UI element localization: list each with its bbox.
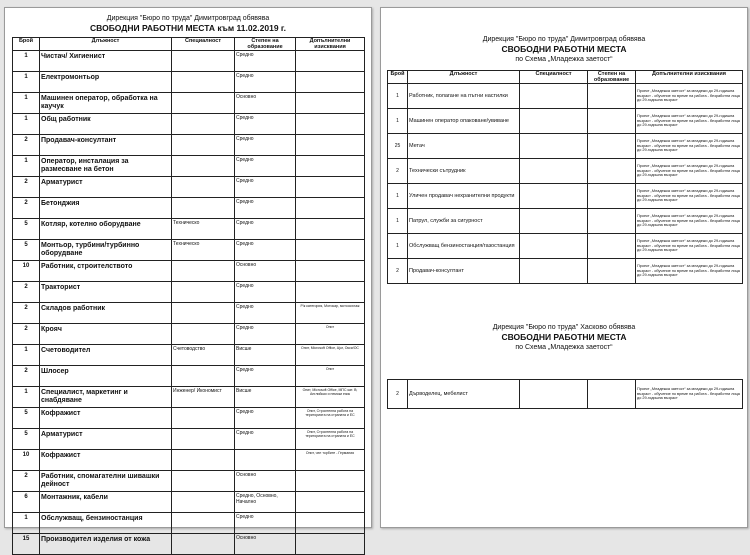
cell-pos: Монтажник, кабели xyxy=(40,492,172,513)
page2-table-2-body xyxy=(388,380,743,409)
cell-pos: Общ работник xyxy=(40,114,172,135)
cell-extra: Проект „Младежка заетост“ за младежи до 29-годишна възраст - обучение по време на работа - безработни лица до 29-годишна възраст xyxy=(636,159,743,184)
cell-extra: Опит xyxy=(296,324,365,345)
table-row xyxy=(13,303,365,324)
cell-pos: Монтьор, турбини/турбинно оборудване xyxy=(40,240,172,261)
cell-edu: Висше xyxy=(235,387,296,408)
cell-pos: Кофражист xyxy=(40,450,172,471)
cell-pos: Работник, спомагателни шивашки дейност xyxy=(40,471,172,492)
col-header: Степен на образование xyxy=(235,38,296,51)
table-row xyxy=(13,51,365,72)
cell-extra: Проект „Младежка заетост“ за младежи до 29-годишна възраст - обучение по време на работа - безработни лица до 29-годишна възраст xyxy=(636,234,743,259)
cell-n: 10 xyxy=(13,450,40,471)
cell-pos: Продавач-консултант xyxy=(408,259,520,284)
cell-pos: Крояч xyxy=(40,324,172,345)
table-row xyxy=(13,492,365,513)
page2-table-2 xyxy=(387,379,743,409)
cell-pos: Производител изделия от кожа xyxy=(40,534,172,555)
cell-spec: Инженер/ Икономист xyxy=(172,387,235,408)
cell-spec xyxy=(172,366,235,387)
cell-extra xyxy=(296,93,365,114)
cell-extra xyxy=(296,156,365,177)
cell-n: 1 xyxy=(13,51,40,72)
cell-edu: Основно xyxy=(235,534,296,555)
table-row xyxy=(388,159,743,184)
table-row xyxy=(13,219,365,240)
cell-pos: Уличен продавач нехранителни продукти xyxy=(408,184,520,209)
cell-spec xyxy=(172,513,235,534)
col-header: Специалност xyxy=(172,38,235,51)
col-header: Брой xyxy=(388,71,408,84)
cell-edu: Средно xyxy=(235,324,296,345)
table-row xyxy=(13,198,365,219)
page2-scheme: по Схема „Младежка заетост“ xyxy=(515,56,613,63)
cell-n: 2 xyxy=(13,471,40,492)
cell-extra: Проект „Младежка заетост“ за младежи до 29-годишна възраст - обучение по време на работа - безработни лица до 29-годишна възраст xyxy=(636,259,743,284)
cell-n: 2 xyxy=(13,303,40,324)
cell-pos: Складов работник xyxy=(40,303,172,324)
cell-edu xyxy=(588,184,636,209)
cell-edu xyxy=(588,209,636,234)
cell-spec xyxy=(172,114,235,135)
cell-extra: Проект „Младежка заетост“ за младежи до 29-годишна възраст - обучение по време на работа - безработни лица до 29-годишна възраст xyxy=(636,109,743,134)
cell-edu: Средно xyxy=(235,408,296,429)
table-row xyxy=(13,177,365,198)
cell-edu: Средно xyxy=(235,72,296,93)
table-row xyxy=(13,114,365,135)
cell-edu: Средно xyxy=(235,282,296,303)
cell-extra: Опит xyxy=(296,366,365,387)
cell-extra: Опит, Строителна работа на територията на страната и ЕС xyxy=(296,408,365,429)
cell-n: 1 xyxy=(388,209,408,234)
cell-edu: Средно xyxy=(235,135,296,156)
cell-extra xyxy=(296,534,365,555)
table-row xyxy=(13,282,365,303)
cell-edu: Средно xyxy=(235,198,296,219)
table-row xyxy=(13,429,365,450)
cell-n: 15 xyxy=(13,534,40,555)
table-row xyxy=(388,184,743,209)
cell-edu xyxy=(588,259,636,284)
cell-n: 1 xyxy=(388,184,408,209)
cell-spec xyxy=(172,135,235,156)
cell-spec xyxy=(172,429,235,450)
page2-table-body xyxy=(388,84,743,284)
cell-spec xyxy=(172,324,235,345)
table-row xyxy=(13,135,365,156)
cell-extra xyxy=(296,72,365,93)
col-header: Допълнителни изисквания xyxy=(636,71,743,84)
cell-edu: Средно xyxy=(235,513,296,534)
cell-pos: Машинен оператор опаковане/увиване xyxy=(408,109,520,134)
cell-pos: Бетонджия xyxy=(40,198,172,219)
cell-spec xyxy=(172,156,235,177)
page1-org: Дирекция "Бюро по труда" Димитровград обявява xyxy=(106,15,270,22)
cell-n: 6 xyxy=(13,492,40,513)
cell-n: 1 xyxy=(388,109,408,134)
table-row xyxy=(388,109,743,134)
cell-n: 1 xyxy=(388,84,408,109)
page1-table-body xyxy=(13,51,365,555)
cell-extra xyxy=(296,219,365,240)
cell-n: 1 xyxy=(13,72,40,93)
cell-pos: Тракторист xyxy=(40,282,172,303)
cell-extra: Опит, чел торбите - Германия xyxy=(296,450,365,471)
cell-edu xyxy=(588,234,636,259)
cell-n: 25 xyxy=(388,134,408,159)
cell-spec xyxy=(520,84,588,109)
page1-table xyxy=(12,37,365,555)
cell-spec xyxy=(172,93,235,114)
col-header: Длъжност xyxy=(408,71,520,84)
cell-n: 1 xyxy=(13,345,40,366)
cell-pos: Чистач/ Хигиенист xyxy=(40,51,172,72)
cell-spec xyxy=(520,234,588,259)
cell-extra xyxy=(296,261,365,282)
cell-n: 2 xyxy=(13,282,40,303)
table-row xyxy=(13,471,365,492)
cell-extra: Р/к категория, Мотокар, мотоосхлаж xyxy=(296,303,365,324)
cell-edu: Средно xyxy=(235,219,296,240)
cell-pos: Арматурист xyxy=(40,429,172,450)
cell-edu: Средно xyxy=(235,177,296,198)
cell-pos: Кофражист xyxy=(40,408,172,429)
cell-spec xyxy=(520,209,588,234)
cell-n: 1 xyxy=(13,156,40,177)
table-row xyxy=(388,84,743,109)
cell-edu xyxy=(588,159,636,184)
page-2 xyxy=(380,7,748,528)
cell-extra: Опит, Microsoft Office, Ajur, Окси/ОС xyxy=(296,345,365,366)
cell-extra xyxy=(296,198,365,219)
cell-n: 2 xyxy=(13,177,40,198)
cell-spec xyxy=(520,184,588,209)
cell-edu: Средно xyxy=(235,114,296,135)
table-row xyxy=(13,534,365,555)
cell-spec: Счетоводство xyxy=(172,345,235,366)
table-row xyxy=(13,156,365,177)
cell-pos: Продавач-консултант xyxy=(40,135,172,156)
cell-n: 2 xyxy=(13,198,40,219)
cell-spec xyxy=(172,471,235,492)
cell-extra xyxy=(296,282,365,303)
cell-extra: Проект „Младежка заетост“ за младежи до 29-годишна възраст - обучение по време на работа - безработни лица до 29-годишна възраст xyxy=(636,84,743,109)
table-row xyxy=(13,324,365,345)
cell-pos: Оператор, инсталация за размесване на бетон xyxy=(40,156,172,177)
cell-spec xyxy=(172,450,235,471)
col-header: Длъжност xyxy=(40,38,172,51)
cell-pos: Котляр, котелно оборудване xyxy=(40,219,172,240)
cell-n: 5 xyxy=(13,408,40,429)
cell-extra xyxy=(296,471,365,492)
cell-extra xyxy=(296,177,365,198)
cell-spec xyxy=(172,51,235,72)
table-row xyxy=(13,240,365,261)
cell-spec xyxy=(520,380,588,409)
page2-table-header xyxy=(388,71,743,84)
cell-n: 5 xyxy=(13,429,40,450)
cell-pos: Патрул, служби за сигурност xyxy=(408,209,520,234)
table-row xyxy=(388,380,743,409)
cell-pos: Технически сътрудник xyxy=(408,159,520,184)
cell-edu: Средно, Основно, Начално xyxy=(235,492,296,513)
cell-spec xyxy=(520,159,588,184)
cell-pos: Електромонтьор xyxy=(40,72,172,93)
cell-n: 1 xyxy=(13,387,40,408)
cell-pos: Счетоводител xyxy=(40,345,172,366)
page2-title-2: СВОБОДНИ РАБОТНИ МЕСТА xyxy=(501,332,627,342)
cell-edu xyxy=(588,134,636,159)
cell-spec xyxy=(172,72,235,93)
cell-n: 2 xyxy=(13,135,40,156)
cell-pos: Метач xyxy=(408,134,520,159)
table-row xyxy=(13,93,365,114)
cell-spec xyxy=(172,282,235,303)
table-row xyxy=(388,134,743,159)
cell-spec xyxy=(520,259,588,284)
cell-edu: Основно xyxy=(235,261,296,282)
cell-edu xyxy=(588,109,636,134)
cell-pos: Шлосер xyxy=(40,366,172,387)
cell-edu: Средно xyxy=(235,51,296,72)
table-row xyxy=(13,387,365,408)
cell-spec: Техническо xyxy=(172,219,235,240)
table-row xyxy=(13,345,365,366)
cell-extra xyxy=(296,513,365,534)
cell-pos: Арматурист xyxy=(40,177,172,198)
cell-n: 1 xyxy=(388,234,408,259)
cell-extra: Проект „Младежка заетост“ за младежи до 29-годишна възраст - обучение по време на работа - безработни лица до 29-годишна възраст xyxy=(636,209,743,234)
cell-n: 2 xyxy=(13,324,40,345)
page1-table-header xyxy=(13,38,365,51)
cell-pos: Обслужващ, бензиностанция xyxy=(40,513,172,534)
cell-edu: Висше xyxy=(235,345,296,366)
cell-n: 1 xyxy=(13,93,40,114)
cell-n: 10 xyxy=(13,261,40,282)
cell-edu xyxy=(235,450,296,471)
cell-spec xyxy=(520,109,588,134)
table-row xyxy=(388,234,743,259)
cell-n: 2 xyxy=(388,380,408,409)
cell-edu: Средно xyxy=(235,303,296,324)
cell-extra xyxy=(296,135,365,156)
cell-edu: Основно xyxy=(235,471,296,492)
table-row xyxy=(13,513,365,534)
cell-spec xyxy=(172,492,235,513)
page1-title: СВОБОДНИ РАБОТНИ МЕСТА към 11.02.2019 г. xyxy=(90,23,286,33)
page2-org: Дирекция "Бюро по труда" Димитровград обявява xyxy=(482,36,646,43)
page2-title: СВОБОДНИ РАБОТНИ МЕСТА xyxy=(501,44,627,54)
cell-n: 5 xyxy=(13,219,40,240)
cell-n: 1 xyxy=(13,114,40,135)
cell-spec xyxy=(172,261,235,282)
cell-n: 2 xyxy=(388,259,408,284)
col-header: Брой xyxy=(13,38,40,51)
cell-spec xyxy=(172,408,235,429)
cell-spec xyxy=(172,177,235,198)
cell-n: 5 xyxy=(13,240,40,261)
page2-scheme-2: по Схема „Младежка заетост“ xyxy=(515,344,613,351)
cell-extra: Проект „Младежка заетост“ за младежи до 29-годишна възраст - обучение по време на работа - безработни лица до 29-годишна възраст xyxy=(636,134,743,159)
cell-extra: Опит, Microsoft Office, МПС кат. В; Английски и немски език xyxy=(296,387,365,408)
cell-n: 2 xyxy=(13,366,40,387)
cell-pos: Обслужващ бензиностанция/газостанция xyxy=(408,234,520,259)
cell-edu: Средно xyxy=(235,429,296,450)
cell-n: 2 xyxy=(388,159,408,184)
cell-edu: Средно xyxy=(235,366,296,387)
cell-extra: Проект „Младежка заетост“ за младежи до 29-годишна възраст - обучение по време на работа - безработни лица до 29-годишна възраст xyxy=(636,380,743,409)
cell-spec xyxy=(172,534,235,555)
table-row xyxy=(13,261,365,282)
cell-edu: Средно xyxy=(235,240,296,261)
col-header: Допълнителни изисквания xyxy=(296,38,365,51)
cell-pos: Работник, полагане на пътни настилки xyxy=(408,84,520,109)
cell-spec xyxy=(520,134,588,159)
cell-n: 1 xyxy=(13,513,40,534)
table-row xyxy=(13,450,365,471)
cell-pos: Специалист, маркетинг и снабдяване xyxy=(40,387,172,408)
cell-extra xyxy=(296,114,365,135)
table-row xyxy=(13,72,365,93)
cell-pos: Работник, строителството xyxy=(40,261,172,282)
table-row xyxy=(388,259,743,284)
cell-extra xyxy=(296,492,365,513)
table-row xyxy=(13,408,365,429)
cell-pos: Дърводелец, мебелист xyxy=(408,380,520,409)
cell-extra: Опит, Строителна работа на територията на страната и ЕС xyxy=(296,429,365,450)
table-row xyxy=(13,366,365,387)
table-row xyxy=(388,209,743,234)
cell-spec: Техническо xyxy=(172,240,235,261)
cell-edu: Средно xyxy=(235,156,296,177)
cell-extra xyxy=(296,51,365,72)
cell-extra xyxy=(296,240,365,261)
cell-edu: Основно xyxy=(235,93,296,114)
cell-spec xyxy=(172,198,235,219)
cell-edu xyxy=(588,84,636,109)
cell-pos: Машинен оператор, обработка на каучук xyxy=(40,93,172,114)
cell-spec xyxy=(172,303,235,324)
page2-table xyxy=(387,70,743,284)
cell-edu xyxy=(588,380,636,409)
page-1 xyxy=(4,7,372,543)
page2-org-2: Дирекция "Бюро по труда" Хасково обявява xyxy=(492,324,636,331)
col-header: Степен на образование xyxy=(588,71,636,84)
cell-extra: Проект „Младежка заетост“ за младежи до 29-годишна възраст - обучение по време на работа - безработни лица до 29-годишна възраст xyxy=(636,184,743,209)
col-header: Специалност xyxy=(520,71,588,84)
